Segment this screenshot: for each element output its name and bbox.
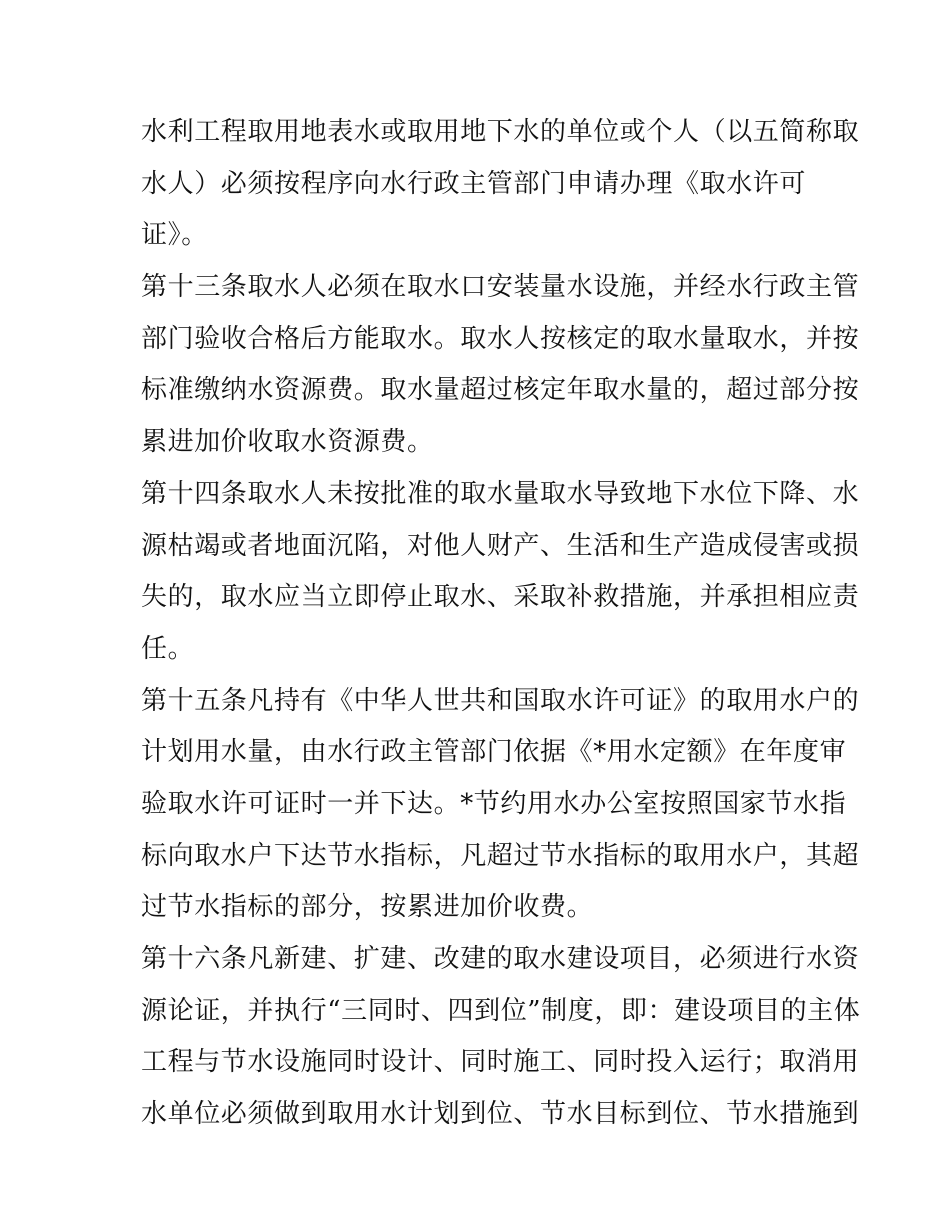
text-line: 源论证，并执行“三同时、四到位”制度，即：建设项目的主体 [141,995,861,1026]
text-line: 证》。 [141,220,208,251]
text-line: 第十三条取水人必须在取水口安装量水设施，并经水行政主管 [141,272,860,303]
text-line: 计划用水量，由水行政主管部门依据《*用水定额》在年度审 [141,737,847,768]
text-line: 水人）必须按程序向水行政主管部门申请办理《取水许可 [141,168,807,199]
text-line: 任。 [141,633,195,664]
text-line: 第十六条凡新建、扩建、改建的取水建设项目，必须进行水资 [141,944,860,974]
text-line: 部门验收合格后方能取水。取水人按核定的取水量取水，并按 [141,323,860,354]
text-line: 过节水指标的部分，按累进加价收费。 [141,892,594,923]
text-line: 累进加价收取水资源费。 [141,427,434,458]
text-line: 工程与节水设施同时设计、同时施工、同时投入运行；取消用 [141,1047,860,1078]
text-line: 第十五条凡持有《中华人世共和国取水许可证》的取用水户的 [141,685,860,716]
text-line: 第十四条取水人未按批准的取水量取水导致地下水位下降、水 [141,478,860,509]
text-line: 标准缴纳水资源费。取水量超过核定年取水量的，超过部分按 [141,375,860,406]
text-line: 水单位必须做到取用水计划到位、节水目标到位、节水措施到 [141,1099,860,1130]
text-line: 源枯竭或者地面沉陷，对他人财产、生活和生产造成侵害或损 [141,530,860,561]
body-text [141,107,861,1141]
text-line: 水利工程取用地表水或取用地下水的单位或个人（以五简称取 [141,117,860,147]
text-line: 失的，取水应当立即停止取水、采取补救措施，并承担相应责 [141,582,860,613]
text-line: 验取水许可证时一并下达。*节约用水办公室按照国家节水指 [141,788,847,819]
text-line: 标向取水户下达节水指标，凡超过节水指标的取用水户，其超 [141,840,860,871]
